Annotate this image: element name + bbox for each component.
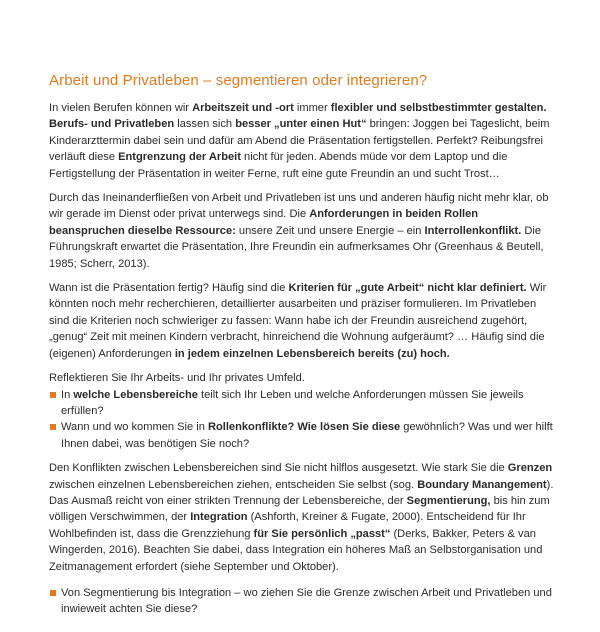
text-run: In <box>61 388 74 401</box>
text-run: zwischen einzelnen Lebensbereichen ziehen, entscheiden Sie selbst (sog. <box>49 478 418 491</box>
bold-text: Anforderungen in beiden Rollen beanspruchen dieselbe Ressource: <box>49 208 479 237</box>
text-run: ). Das Ausmaß reicht von einer strikten Trennung der Lebensbereiche, der <box>49 478 554 507</box>
paragraph-boundary-management <box>49 460 554 575</box>
text-run: (Derks, Bakker, Peters & van Wingerden, 2016). Beachten Sie dabei, dass Integration ein höheres Maß an Selbstorganisation und Zeitmanagement erfordert (siehe September und Oktober). <box>49 527 543 573</box>
reflection-list <box>49 387 554 453</box>
text-run: gewöhnlich? Was und wer hilft Ihnen dabei, was benötigen Sie noch? <box>61 421 553 450</box>
text-run: Wann ist die Präsentation fertig? Häufig sind die <box>49 282 289 295</box>
text-run: teilt sich Ihr Leben und welche Anforderungen müssen Sie jeweils erfüllen? <box>61 388 524 417</box>
article-body <box>49 100 554 626</box>
paragraph-criteria <box>49 280 554 362</box>
bold-text: Interrollenkonflikt. <box>424 224 522 237</box>
bold-text: für Sie persönlich „passt“ <box>253 527 391 540</box>
list-item <box>49 387 554 420</box>
text-run: immer <box>293 102 331 114</box>
bold-text: Entgrenzung der Arbeit <box>118 151 241 164</box>
bold-text: Segmentierung, <box>406 494 491 507</box>
list-item <box>49 585 554 618</box>
text-run: In vielen Berufen können wir <box>49 102 193 114</box>
list-item <box>49 419 554 452</box>
text-run: Wir könnten noch mehr recherchieren, detaillierter ausarbeiten und präziser formulieren. Im Privatleben sind die Kriterien noch schwieriger zu fassen: Wann habe ich der Freundin ausreichend zugehört, „genug“ Zeit mit meinen Kindern verbracht, hinreichend die Wohnung aufgeräumt? … Häufig sind die (eigenen) Anforderungen <box>49 282 547 360</box>
final-question-list <box>49 585 554 618</box>
bold-text: Boundary Manangement <box>417 478 547 491</box>
bold-text: Grenzen <box>507 462 553 475</box>
text-run: unsere Zeit und unsere Energie – ein <box>235 224 425 237</box>
text-run: Reflektieren Sie Ihr Arbeits- und Ihr privates Umfeld. <box>49 372 305 385</box>
text-run: bringen: Joggen bei Tageslicht, beim Kinderarzttermin dabei sein und dafür am Abend die Präsentation fertigstellen. Perfekt? Reibungsfrei verläuft diese <box>49 118 550 164</box>
text-run: Wann und wo kommen Sie in <box>61 421 208 434</box>
text-run: bis hin zum völligen Verschwimmen, der <box>49 494 550 524</box>
text-run: nicht für jeden. Abends müde vor dem Laptop und die Fertigstellung der Präsentation in weiter Ferne, ruft eine gute Freundin an und sucht Trost… <box>49 151 508 180</box>
bold-text: Integration <box>190 511 248 524</box>
text-run: Den Konflikten zwischen Lebensbereichen sind Sie nicht hilflos ausgesetzt. Wie stark Sie die <box>49 462 508 475</box>
text-run: Durch das Ineinanderfließen von Arbeit und Privatleben ist uns und anderen häufig nicht mehr klar, ob wir gerade im Dienst oder privat unterwegs sind. Die <box>49 192 549 221</box>
text-run: Die Führungskraft erwartet die Präsentation, Ihre Freundin ein aufmerksames Ohr (Greenhaus & Beutell, 1985; Scherr, 2013). <box>49 224 544 270</box>
text-run: Von Segmentierung bis Integration – wo ziehen Sie die Grenze zwischen Arbeit und Privatleben und inwieweit achten Sie diese? <box>61 586 552 616</box>
text-run: (Ashforth, Kreiner & Fugate, 2000). Entscheidend für Ihr Wohlbefinden ist, dass die Grenzziehung <box>49 511 526 540</box>
bold-text: flexibler und selbstbestimmter gestalten. <box>330 102 547 114</box>
page-title: Arbeit und Privatleben – segmentieren oder integrieren? <box>49 72 428 89</box>
bold-text: Kriterien für „gute Arbeit“ nicht klar definiert. <box>288 282 527 295</box>
paragraph-flexible-work <box>49 100 554 182</box>
bold-text: welche Lebensbereiche <box>73 388 198 401</box>
paragraph-role-conflict <box>49 190 554 272</box>
text-run: lassen sich <box>174 118 236 131</box>
bold-text: Rollenkonflikte? Wie lösen Sie diese <box>207 421 401 434</box>
bold-text: Arbeitszeit und -ort <box>192 102 294 114</box>
bold-text: in jedem einzelnen Lebensbereich bereits (zu) hoch. <box>174 347 450 360</box>
bold-text: Berufs- und Privatleben <box>49 118 175 131</box>
reflection-intro <box>49 370 554 386</box>
bold-text: besser „unter einen Hut“ <box>235 118 367 131</box>
